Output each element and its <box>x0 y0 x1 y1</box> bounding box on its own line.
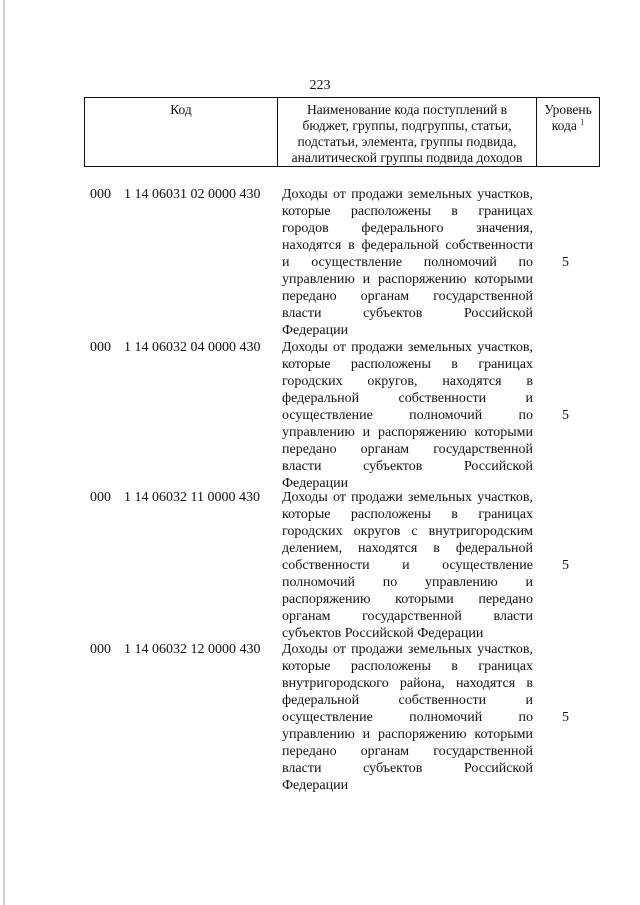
code-level: 5 <box>562 710 569 725</box>
footnote-mark: 1 <box>580 117 585 127</box>
revenue-name <box>282 186 533 339</box>
header-name-line: подстатьи, элемента, группы подвида, <box>297 134 517 149</box>
revenue-name-line: власти субъектов Российской <box>282 761 533 776</box>
revenue-name-line: и осуществление полномочий по <box>282 255 533 270</box>
revenue-name-line: городских округов, находятся в <box>282 374 533 389</box>
revenue-name-line: органам государственной власти <box>282 609 533 624</box>
revenue-name-line: власти субъектов Российской <box>282 459 533 474</box>
header-name <box>278 98 537 166</box>
revenue-name-line: которые расположены в границах <box>282 659 533 674</box>
revenue-name-line: управлению и распоряжению которыми <box>282 727 533 742</box>
revenue-name-line: распоряжению которыми передано <box>282 592 533 607</box>
revenue-name-line: находятся в федеральной собственности <box>282 238 533 253</box>
revenue-name-line: осуществление полномочий по <box>282 408 533 423</box>
revenue-name-line: городов федерального значения, <box>282 221 533 236</box>
revenue-name-line: передано органам государственной <box>282 744 533 759</box>
revenue-name-line: субъектов Российской Федерации <box>282 626 484 641</box>
page-number: 223 <box>309 78 331 93</box>
revenue-name-line: управлению и распоряжению которыми <box>282 425 533 440</box>
code-level: 5 <box>562 255 569 270</box>
revenue-name-line: власти субъектов Российской <box>282 306 533 321</box>
revenue-name-line: делением, находятся в федеральной <box>282 541 533 556</box>
revenue-name-line: Доходы от продажи земельных участков, <box>282 340 533 355</box>
revenue-name-line: передано органам государственной <box>282 289 533 304</box>
scan-edge <box>3 0 5 905</box>
revenue-code: 1 14 06032 04 0000 430 <box>124 340 261 355</box>
revenue-name-line: Доходы от продажи земельных участков, <box>282 187 533 202</box>
revenue-name-line: передано органам государственной <box>282 442 533 457</box>
table-header <box>84 97 600 167</box>
revenue-name-line: внутригородского района, находятся в <box>282 676 533 691</box>
header-level-line: кода $^1$ <box>551 117 585 133</box>
admin-code: 000 <box>90 642 111 657</box>
revenue-code: 1 14 06032 11 0000 430 <box>124 490 260 505</box>
code-level: 5 <box>562 408 569 423</box>
revenue-name-line: Доходы от продажи земельных участков, <box>282 490 533 505</box>
admin-code: 000 <box>90 187 111 202</box>
revenue-name-line: осуществление полномочий по <box>282 710 533 725</box>
revenue-name-line: федеральной собственности и <box>282 391 533 406</box>
revenue-name-line: Доходы от продажи земельных участков, <box>282 642 533 657</box>
revenue-name-line: федеральной собственности и <box>282 693 533 708</box>
revenue-name-line: Федерации <box>282 323 349 338</box>
admin-code: 000 <box>90 340 111 355</box>
revenue-name-line: которые расположены в границах <box>282 507 533 522</box>
admin-code: 000 <box>90 490 111 505</box>
revenue-name-line: которые расположены в границах <box>282 357 533 372</box>
revenue-code: 1 14 06032 12 0000 430 <box>124 642 261 657</box>
header-level <box>537 98 599 166</box>
revenue-name-line: Федерации <box>282 476 349 491</box>
header-level-line: Уровень <box>544 102 592 117</box>
revenue-code: 1 14 06031 02 0000 430 <box>124 187 261 202</box>
code-level: 5 <box>562 558 569 573</box>
header-name-line: аналитической группы подвида доходов <box>291 150 523 165</box>
header-name-line: Наименование кода поступлений в <box>306 102 508 117</box>
revenue-name-line: Федерации <box>282 778 349 793</box>
revenue-name-line: полномочий по управлению и <box>282 575 533 590</box>
revenue-name-line: собственности и осуществление <box>282 558 533 573</box>
revenue-name-line: которые расположены в границах <box>282 204 533 219</box>
header-name-line: бюджет, группы, подгруппы, статьи, <box>302 118 512 133</box>
revenue-name-line: городских округов с внутригородским <box>282 524 533 539</box>
revenue-name <box>282 641 533 794</box>
revenue-name-line: управлению и распоряжению которыми <box>282 272 533 287</box>
header-code: Код <box>85 98 278 166</box>
revenue-name <box>282 339 533 492</box>
revenue-name <box>282 489 533 642</box>
